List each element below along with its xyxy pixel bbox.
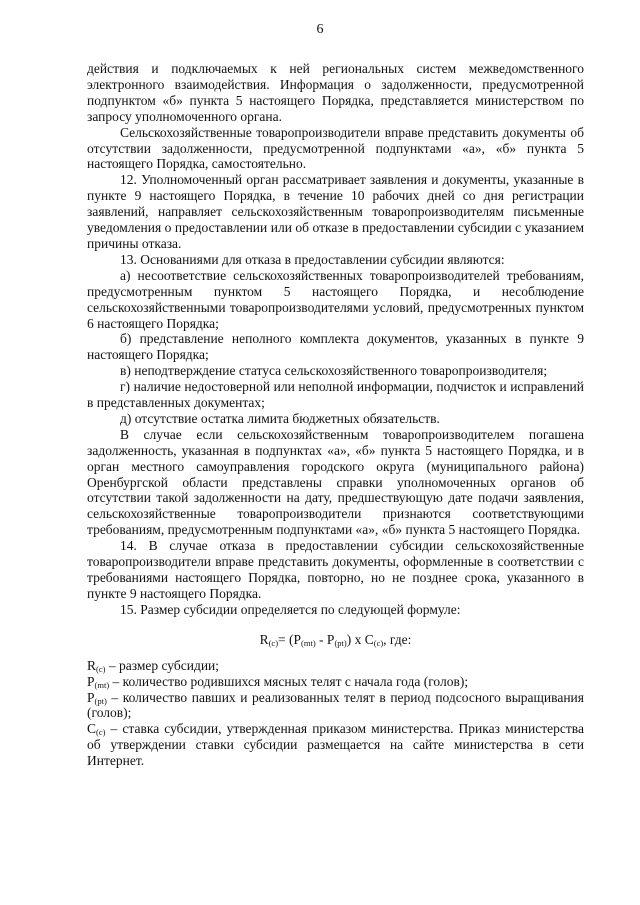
- formula-operator: ) x: [346, 631, 365, 647]
- document-body: [87, 61, 584, 769]
- definition-symbol: P: [87, 673, 95, 689]
- definition: [87, 690, 584, 722]
- definition: [87, 658, 584, 674]
- definition-symbol: C: [87, 721, 97, 737]
- definition-text: – ставка субсидии, утвержденная приказом министерства. Приказ министерства об утверждении ставки субсидии размещается на сайте министерства в сети Интернет.: [87, 721, 584, 769]
- formula-tail: , где:: [383, 631, 412, 647]
- paragraph: действия и подключаемых к ней региональных систем межведомственного электронного взаимодействия. Информация о задолженности, предусмотренной подпунктом «б» пункта 5 настоящего Порядка, представляется министерством по запросу уполномоченного органа.: [87, 61, 584, 124]
- formula-operator: = (: [278, 631, 294, 647]
- definition: [87, 674, 584, 690]
- paragraph: В случае если сельскохозяйственным товаропроизводителем погашена задолженность, указанная в подпунктах «а», «б» пункта 5 настоящего Порядка, и в орган местного самоуправления городского округа (муниципального района) Оренбургской области представлены справки уполномоченных органов об отсутствии такой задолженности на дату, предшествующую дате подачи заявления, сельскохозяйственные товаропроизводители признаются соответствующими требованиям, предусмотренным подпунктами «а», «б» пункта 5 настоящего Порядка.: [87, 426, 584, 538]
- page-number: 6: [316, 22, 324, 37]
- definition-text: – количество родившихся мясных телят с начала года (голов);: [109, 673, 469, 689]
- definition-symbol: P: [87, 689, 95, 705]
- definition-text: – размер субсидии;: [105, 657, 220, 673]
- formula-subscript: (mt): [301, 637, 316, 648]
- paragraph: г) наличие недостоверной или неполной информации, подчисток и исправлений в представленных документах;: [87, 379, 584, 411]
- formula-operator: -: [315, 631, 327, 647]
- paragraph: 12. Уполномоченный орган рассматривает заявления и документы, указанные в пункте 9 настоящего Порядка, в течение 10 рабочих дней со дня регистрации заявлений, направляет сельскохозяйственным товаропроизводителям письменные уведомления о предоставлении или об отказе в предоставлении субсидии с указанием причины отказа.: [87, 172, 584, 251]
- paragraph: Сельскохозяйственные товаропроизводители вправе представить документы об отсутствии задолженности, предусмотренной подпунктами «а», «б» пункта 5 настоящего Порядка, самостоятельно.: [87, 124, 584, 172]
- formula-symbol: P: [293, 631, 302, 647]
- paragraph: д) отсутствие остатка лимита бюджетных обязательств.: [120, 410, 440, 426]
- definition-subscript: (mt): [94, 679, 110, 690]
- paragraph: в) неподтверждение статуса сельскохозяйственного товаропроизводителя;: [120, 363, 548, 379]
- definition-symbol: R: [87, 657, 97, 673]
- formula-subscript: (c): [268, 637, 279, 648]
- formula-subscript: (c): [373, 637, 384, 648]
- formula-symbol: R: [259, 631, 269, 647]
- formula-symbol: P: [326, 631, 335, 647]
- paragraph: 15. Размер субсидии определяется по следующей формуле:: [120, 601, 461, 617]
- definition-text: – количество павших и реализованных телят в период подсосного выращивания (голов);: [87, 689, 584, 721]
- formula-subscript: (pt): [334, 637, 347, 648]
- definition: [87, 721, 584, 769]
- formula-symbol: C: [364, 631, 374, 647]
- paragraph: 14. В случае отказа в предоставлении субсидии сельскохозяйственные товаропроизводители вправе представить документы, оформленные в соответствии с требованиями настоящего Порядка, повторно, но не позднее срока, указанного в пункте 9 настоящего Порядка.: [87, 538, 584, 601]
- definition-subscript: (c): [96, 727, 106, 738]
- subsidy-formula: [87, 632, 584, 648]
- paragraph: а) несоответствие сельскохозяйственных товаропроизводителей требованиям, предусмотренным пунктом 5 настоящего Порядка, и несоблюдение сельскохозяйственными товаропроизводителями условий, предусмотренных пунктом 6 настоящего Порядка;: [87, 267, 584, 331]
- paragraph: 13. Основаниями для отказа в предоставлении субсидии являются:: [120, 251, 505, 267]
- definition-subscript: (pt): [94, 695, 107, 706]
- paragraph: б) представление неполного комплекта документов, указанных в пункте 9 настоящего Порядка;: [87, 331, 584, 363]
- definition-subscript: (c): [96, 663, 106, 674]
